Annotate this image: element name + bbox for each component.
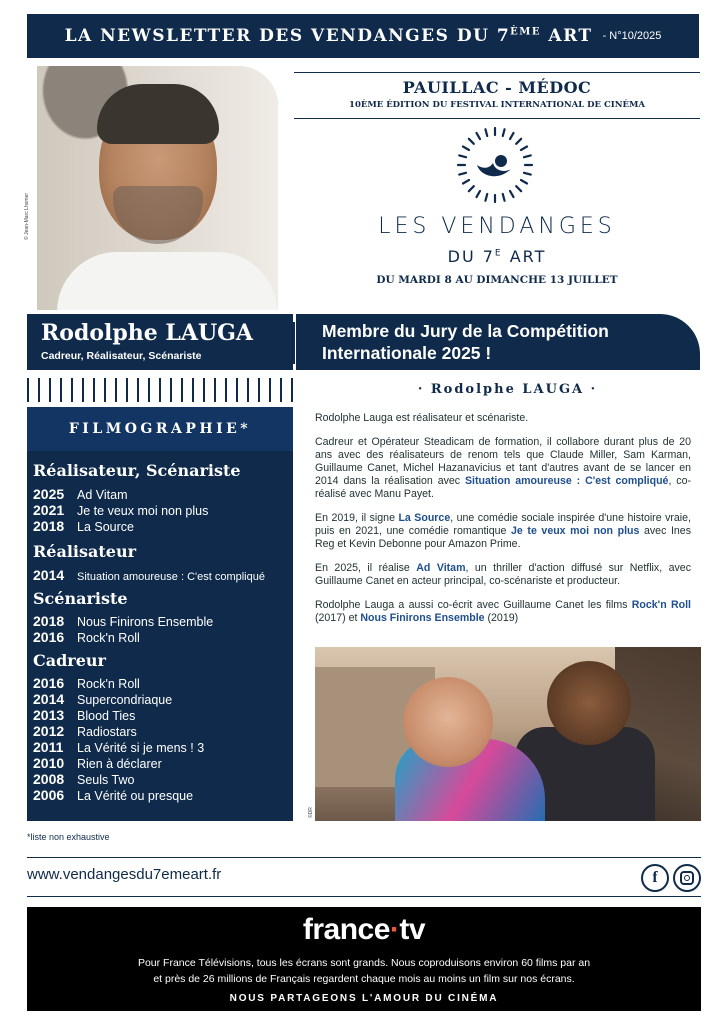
filmo-section-title: Réalisateur, Scénariste xyxy=(33,461,241,480)
filmo-item: 2021 Je te veux moi non plus xyxy=(33,502,209,518)
filmography-panel xyxy=(27,407,293,821)
person-roles: Cadreur, Réalisateur, Scénariste xyxy=(41,350,202,362)
still-credit: ©DR xyxy=(308,807,314,818)
footer-rule-top xyxy=(27,857,701,858)
jury-banner xyxy=(296,314,700,370)
film-link: Situation amoureuse : C'est compliqué xyxy=(464,475,669,487)
sponsor-banner xyxy=(27,907,701,1011)
filmo-item: 2013 Blood Ties xyxy=(33,707,136,723)
francetv-logo: france·tv xyxy=(302,913,426,946)
filmo-item: 2011 La Vérité si je mens ! 3 xyxy=(33,739,205,755)
filmo-section-title: Scénariste xyxy=(33,589,128,608)
jury-text: Membre du Jury de la Compétition Internationale 2025 ! xyxy=(322,321,609,363)
filmo-item: 2008 Seuls Two xyxy=(33,771,135,787)
filmo-section-title: Cadreur xyxy=(33,651,106,670)
filmo-item: 2006 La Vérité ou presque xyxy=(33,787,194,803)
filmo-item: 2016 Rock'n Roll xyxy=(33,629,140,645)
film-link: Rock'n Roll xyxy=(631,599,691,611)
issue-number: - N°10/2025 xyxy=(602,30,662,42)
portrait-photo xyxy=(37,66,278,310)
article-paragraph: Rodolphe Lauga est réalisateur et scénariste. xyxy=(315,412,529,424)
person-name: Rodolphe LAUGA xyxy=(41,320,253,346)
filmography-heading: FILMOGRAPHIE* xyxy=(68,421,252,437)
filmo-item: 2018 La Source xyxy=(33,518,134,534)
footer-rule-bottom xyxy=(27,896,701,897)
filmo-item: 2012 Radiostars xyxy=(33,723,137,739)
article-paragraph: Rodolphe Lauga a aussi co-écrit avec Guillaume Canet les films Rock'n Roll (2017) et Nous Finirons Ensemble (2019) xyxy=(315,599,691,624)
filmo-item: 2025 Ad Vitam xyxy=(33,486,128,502)
filmo-item: 2016 Rock'n Roll xyxy=(33,675,140,691)
filmo-item: 2018 Nous Finirons Ensemble xyxy=(33,613,214,629)
portrait-credit: © Jean-Marc Lhomer xyxy=(24,192,30,240)
festival-rule-bottom xyxy=(294,118,700,119)
festival-logo-sub: DU $7^E$ ART xyxy=(447,247,547,266)
filmo-section-title: Réalisateur xyxy=(33,542,137,561)
festival-edition: 10ÈME ÉDITION DU FESTIVAL INTERNATIONAL DE CINÉMA xyxy=(349,100,645,110)
festival-rule-top xyxy=(294,72,700,73)
article-body xyxy=(315,412,691,636)
article-title: · Rodolphe LAUGA · xyxy=(417,382,598,397)
filmography-footnote: *liste non exhaustive xyxy=(27,832,110,842)
name-divider xyxy=(293,322,295,364)
filmo-item: 2010 Rien à déclarer xyxy=(33,755,162,771)
festival-place: PAUILLAC - MÉDOC xyxy=(402,78,592,97)
header-banner xyxy=(27,14,699,58)
facebook-icon[interactable]: f xyxy=(641,864,669,892)
newsletter-title: LA NEWSLETTER DES VENDANGES DU 7ÈME ART xyxy=(64,26,593,46)
article-paragraph: En 2025, il réalise Ad Vitam, un thriller d'action diffusé sur Netflix, avec Guillaume Canet en acteur principal, co-scénariste et producteur. xyxy=(315,562,691,587)
name-block xyxy=(27,314,293,370)
filmo-item: 2014 Supercondriaque xyxy=(33,691,173,707)
article-paragraph: Cadreur et Opérateur Steadicam de formation, il collabore durant plus de 20 ans avec des réalisateurs de renom tels que Claude Miller, Sam Karman, Guillaume Canet, Michel Hazanavicius et tant d'autres avant de se lancer en 2014 dans la réalisation avec Situation amoureuse : C'est compliqué, co-réalisé avec Manu Payet. xyxy=(315,436,692,500)
decorative-ticks xyxy=(27,378,293,402)
festival-logo-name: LES VENDANGES xyxy=(378,214,616,239)
article-paragraph: En 2019, il signe La Source, une comédie sociale inspirée d'une histoire vraie, puis en 2021, une comédie romantique Je te veux moi non plus avec Ines Reg et Kevin Debonne pour Amazon Prime. xyxy=(315,512,691,550)
website-link[interactable]: www.vendangesdu7emeart.fr xyxy=(27,866,222,883)
film-link: Ad Vitam xyxy=(416,562,466,574)
film-link: Je te veux moi non plus xyxy=(511,525,640,537)
festival-dates: DU MARDI 8 AU DIMANCHE 13 JUILLET xyxy=(376,274,618,286)
filmo-item: 2014 Situation amoureuse : C'est compliqué xyxy=(33,567,265,583)
instagram-icon[interactable] xyxy=(673,864,701,892)
film-link: La Source xyxy=(398,512,451,524)
film-link: Nous Finirons Ensemble xyxy=(360,612,485,624)
film-still-photo xyxy=(315,647,701,821)
festival-logo-icon xyxy=(455,125,535,205)
sponsor-text: Pour France Télévisions, tous les écrans sont grands. Nous coproduisons environ 60 films par an et près de 26 millions de Français regardent chaque mois au moins un film sur nos écrans. xyxy=(137,957,591,985)
sponsor-tagline: NOUS PARTAGEONS L'AMOUR DU CINÉMA xyxy=(229,993,499,1004)
